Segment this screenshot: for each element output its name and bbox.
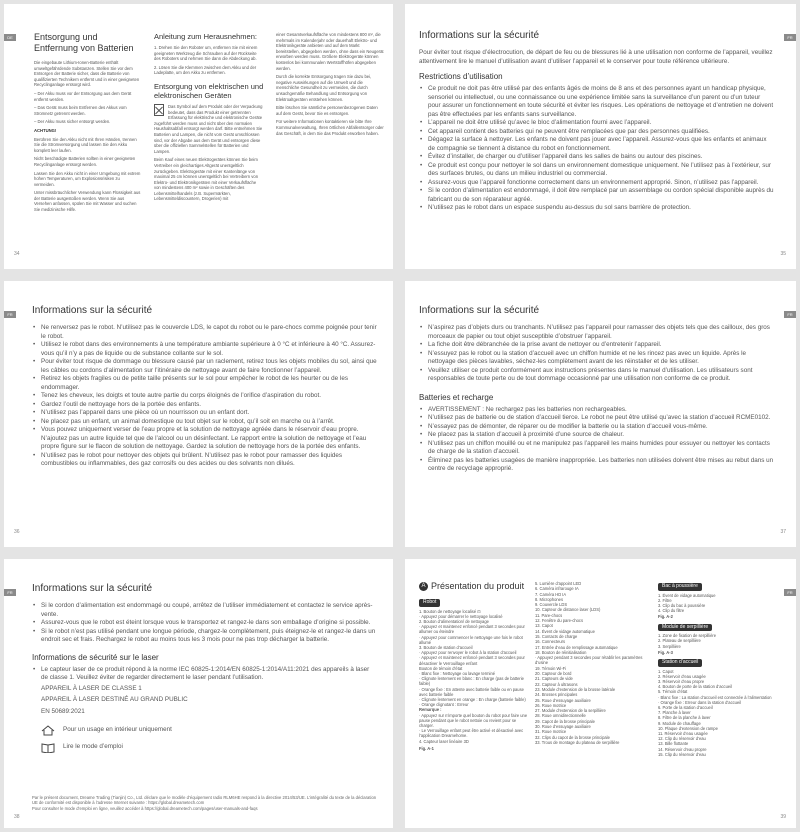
list-item: • Assurez-vous que le robot est éteint lorsque vous le transportez et rangez-le dans son emballage d’origine si possible. [32, 619, 377, 628]
page-title: Informations sur la sécurité [419, 305, 540, 316]
list-item: • N’utilisez pas le robot dans un espace suspendu au-dessus du sol sans barrière de protection. [419, 204, 774, 213]
robot-list-col-1: Robot 1. Bouton de nettoyage localisé ⊡ · Appuyez pour démarrer le nettoyage localisé 2. Bouton d’alimentation/ de nettoyage · Appuyez et maintenez enfoncé pendant 3 secondes pour allumer ou éteindre · Appuyez pour commencer le nettoyage une fois le robot allumé 3. Bouton de station d’accueil · Appuyez pour renvoyer le robot à la station d’accueil · Appuyez et maintenez enfoncé pendant 3 secondes pour désactiver le Verrouillage enfant Bouton de témoin d’état · Blanc fixe : Nettoyage ou lavage terminé · Clignote lentement en blanc : En charge (pas de batterie faible) · Orange fixe : En attente avec batterie faible ou en pause avec batterie faible · Clignote lentement en orange : En charge (batterie faible) · Orange clignotant : Erreur Remarque : · Appuyez sur n’importe quel bouton du robot pour faire une pause pendant que le robot nettoie ou revient pour se charger. · Le Verrouillage enfant peut être activé et désactivé avec l’application Dreamehome. 4. Capteur laser linéaire 3D Fig. A-1 [419, 599, 528, 751]
list-item: • N’utilisez pas le robot pour nettoyer des objets qui brûlent. N’utilisez pas le robot pour ramasser des liquides combustibles ou inflammables, des gaz corrosifs ou des acides ou des solvants non dilués. [32, 452, 377, 469]
bullet-list [419, 85, 774, 213]
section-heading: Restrictions d’utilisation [419, 72, 503, 82]
laser-standard: EN 50689:2021 [41, 707, 85, 715]
body-text: Die eingebaute Lithium-Ionen-Batterie enthält umweltgefährdende Substanzen. Stellen Sie vor dem Entsorgen der Batterie sicher, dass die Batterie von qualifizierten Technikern entfernt und in einer geeigneten Recyclinganlage entsorgt wird. – Der Akku muss vor der Entsorgung aus dem Gerät entfernt werden. – Das Gerät muss beim Entfernen des Akkus vom Stromnetz getrennt werden. – Der Akku muss sicher entsorgt werden. ACHTUNG! Berühren Sie den Akku nicht mit Ihren Händen, trennen Sie die Stromversorgung und lassen Sie den Akku komplett leer laufen. Nicht beschädigte Batterien sollten in einer geeigneten Recyclinganlage entsorgt werden. Lassen Sie den Akku nicht in einer Umgebung mit extrem hohen Temperaturen, um Explosionsrisiken zu vermeiden. Unter missbräuchlicher Verwendung kann Flüssigkeit aus der Batterie ausgestoßen werden. Wenn Sie aus Versehen anfassen, spülen Sie mit Wasser und suchen Sie medizinische Hilfe. [34, 60, 141, 213]
page-title: Informations sur la sécurité [32, 583, 153, 594]
list-item: • N’aspirez pas d’objets durs ou tranchants. N’utilisez pas l’appareil pour ramasser des objets tels que des cailloux, des gros morceaux de papier ou tout objet susceptible d’obstruer l’appareil. [419, 324, 774, 341]
section-heading: Anleitung zum Herausnehmen: [154, 32, 257, 41]
column-2: Anleitung zum Herausnehmen: 1. Drehen Sie den Roboter um, entfernen Sie mit einem geeigneten Werkzeug die Schrauben auf der Rückseite des Roboters und nehmen Sie dann die Abdeckung ab. 2. Lösen Sie die Klemmen zwischen dem Akku und der Ladeplatte, um den Akku zu entfernen. Entsorgung von elektrischen und elektronischen Geräten Das Symbol auf dem Produkt oder der Verpackung bedeutet, dass das Produkt einer getrennten Erfassung für elektrische und elektronische Geräte zugeführt werden muss und nicht über den normalen Haushaltsabfall entsorgt werden darf. Bitte entnehmen Sie Batterien und Lampen, die nicht vom Gerät umschlossen sind, vor der Abgabe aus dem Gerät und entsorgen diese über die offiziellen Sammelstellen für Batterien und Lampen. Beim Kauf eines neuen Elektrogerätes können Sie beim Vertreiber ein gleichartiges Altgerät unentgeltlich zurückgeben. Elektrogeräte mit einer Kantenlänge von maximal 25 cm können unentgeltlich bei Vertreibern von Elektro- und Elektronikgeräten mit einer Verkaufsfläche von mindestens 400 m² sowie in Geschäften des Lebensmittelhandels (z.B. Supermärkten, Lebensmitteldiscountern, Drogerien) mit [154, 32, 264, 202]
section-letter-badge: A [419, 582, 428, 591]
page-number: 34 [14, 251, 20, 257]
list-item: • Ne placez pas la station d’accueil à proximité d’une source de chaleur. [419, 431, 774, 440]
indoor-row [32, 725, 377, 736]
list-item: • La fiche doit être débranchée de la prise avant de nettoyer ou d’entretenir l’appareil. [419, 341, 774, 350]
column-1 [34, 32, 141, 216]
list-item: • Le capteur laser de ce produit répond à la norme IEC 60825-1:2014/EN 60825-1:2014/A11:2021 des appareils à laser de classe 1. Veuillez éviter de regarder directement le laser pendant l’utilisation. [32, 666, 377, 683]
list-item: • L’appareil ne doit être utilisé qu’avec le bloc d’alimentation fourni avec l’appareil. [419, 119, 774, 128]
crossed-bin-icon [154, 104, 164, 116]
house-icon [41, 725, 55, 736]
section-heading: Entsorgung von elektrischen und elektronischen Geräten [154, 81, 264, 100]
page-number: 38 [14, 814, 20, 820]
legal-notice: Par le présent document, Dreame Trading (Tianjin) Co., Ltd. déclare que le modèle d’équipement radio RLM6HE respond à la directive 2014/53/UE. L’intégralité du texte de la déclaration UE de conformité est disponible à l’adresse Internet suivante : https://global.dreametech.com Pour consulter le mode d’emploi en ligne, veuillez accéder à https://global.dreametech.com/pages/user-manuals-and-faqs [32, 795, 377, 811]
dust-bin-label: Bac à poussière [658, 583, 702, 591]
list-item: • Retirez les objets fragiles ou de petite taille présents sur le sol pour empêcher le robot de les heurter ou de les endommager. [32, 375, 377, 392]
page-title: Informations sur la sécurité [419, 30, 540, 41]
intro-text: Pour éviter tout risque d’électrocution, de départ de feu ou de blessures lié à une utilisation non conforme de l’appareil, veuillez attentivement lire le manuel d’utilisation avant d’utiliser l’appareil et le conserver pour toute référence ultérieure. [419, 49, 773, 65]
manual-book-icon [41, 742, 55, 753]
manual-page-39 [405, 559, 796, 828]
list-item: • N’utilisez pas de batterie ou de station d’accueil tierce. Le robot ne peut être utilisé qu’avec la station d’accueil RCME0102. [419, 414, 774, 423]
language-tab: FR [784, 311, 796, 318]
list-item: • N’utilisez pas un chiffon mouillé ou et ne manipulez pas l’appareil les mains humides pour essuyer ou nettoyer les contacts de charge de la station d’accueil. [419, 440, 774, 457]
bullet-list [419, 406, 774, 474]
bullet-list [32, 602, 377, 645]
list-item: • Utilisez le robot dans des environnements à une température ambiante supérieure à 0 °C et inférieure à 40 °C. Assurez-vous qu’il n’y a pas de liquide ou de substance collante sur le sol. [32, 341, 377, 358]
list-item: • Si le cordon d’alimentation est endommagé, il doit être remplacé par un assemblage ou cordon spécial disponible auprès du fabricant ou de son réparateur agréé. [419, 187, 774, 204]
list-item: • Assurez-vous que l’appareil fonctionne correctement dans un environnement approprié. Sinon, n’utilisez pas l’appareil. [419, 179, 774, 188]
page-number: 37 [780, 529, 786, 535]
page-title: Informations sur la sécurité [32, 305, 153, 316]
robot-list-col-2: 5. Lumière d’appoint LED 6. Caméra infrarouge IA 7. Caméra HD IA 8. Microphones 9. Couvercle LDS 10. Capteur de distance laser (LDS) 11. Pare-chocs 12. Fenêtre du pare-chocs 13. Capot 14. Évent de vidage automatique 15. Contacts de charge 16. Connecteurs 17. Entrée d’eau de remplissage automatique 18. Bouton de réinitialisation · Appuyez pendant 3 secondes pour rétablir les paramètres d’usine 19. Témoin Wi-Fi 20. Capteur de bord 21. Capteurs de vide 22. Capteur à ultrasons 23. Module d’extension de la brosse latérale 24. Brosses principales 25. Roue d’essuyage auxiliaire 26. Roue motrice 27. Module d’extension de la serpillière 28. Roue omnidirectionnelle 29. Capot de la brosse principale 30. Roue d’essuyage auxiliaire 31. Roue motrice 32. Clips du capot de la brosse principale 33. Trous de montage du plateau de serpillière [535, 581, 643, 745]
list-item: • AVERTISSEMENT : Ne rechargez pas les batteries non rechargeables. [419, 406, 774, 415]
laser-class-1: APPAREIL À LASER DE CLASSE 1 [41, 684, 142, 692]
list-item: • N’essuyez pas le robot ou la station d’accueil avec un chiffon humide et ne les rincez pas avec un liquide. Après le nettoyage des pièces lavables, séchez-les complètement avant de les réinstaller et de les utiliser. [419, 350, 774, 367]
column-3: einer Gesamtverkaufsfläche von mindestens 800 m², die mehrmals im Kalenderjahr oder dauerhaft Elektro- und Elektronikgeräte anbieten und auf dem Markt bereitstellen, abgegeben werden, ohne dass ein Neugerät erworben werden muss. Größere Elektrogeräte können kostenlos bei kommunalen Wertstoffhöfen abgegeben werden. Durch die korrekte Entsorgung tragen Sie dazu bei, negative Auswirkungen auf die Umwelt und die menschliche Gesundheit zu vermeiden, die durch unsachgemäße Behandlung und Entsorgung von Elektroaltgeräten entstehen können. Bitte löschen Sie sämtliche personenbezogenen Daten auf dem Gerät, bevor Sie es entsorgen. Für weitere Informationen kontaktieren sie bitte Ihre Kommunalverwaltung, Ihren örtlichen Abfallentsorger oder das Geschäft, in dem Sie das Produkt erworben haben. [276, 32, 384, 136]
list-item: • Vous pouvez uniquement verser de l’eau propre et la solution de nettoyage agréée dans le réservoir d’eau propre. N’ajoutez pas un autre liquide tel que de l’alcool ou un désinfectant. Le rapport entre la solution de nettoyage et l’eau propre figure sur le flacon de solution de nettoyage. Gardez la solution de nettoyage hors de la portée des enfants. [32, 426, 377, 452]
laser-class-consumer: APPAREIL À LASER DESTINÉ AU GRAND PUBLIC [41, 696, 188, 704]
section-heading: Informations de sécurité sur le laser [32, 652, 159, 662]
list-item: • Éliminez pas les batteries usagées de manière inappropriée. Les batteries non utilisées doivent être mises au rebut dans un centre de recyclage approprié. [419, 457, 774, 474]
list-item: • Si le cordon d’alimentation est endommagé ou coupé, arrêtez de l’utiliser immédiatement et contactez le service après-vente. [32, 602, 377, 619]
list-item: • Dégagez la surface à nettoyer. Les enfants ne doivent pas jouer avec l’appareil. Assurez-vous que les enfants et animaux de compagnie se tiennent à distance du robot en fonctionnement. [419, 136, 774, 153]
page-number: 35 [780, 251, 786, 257]
bullet-list [32, 666, 377, 683]
robot-label: Robot [419, 599, 440, 607]
manual-page-38 [4, 559, 393, 828]
manual-page-35 [405, 4, 796, 269]
list-item: • Pour éviter tout risque de dommage ou blessure causé par un raclement, retirez tous les objets mobiles du sol, ainsi que les câbles ou cordons d’alimentation sur l’itinéraire de nettoyage avant de faire fonctionner l’appareil. [32, 358, 377, 375]
indoor-text: Pour un usage en intérieur uniquement [63, 726, 172, 734]
bullet-list [32, 324, 377, 469]
manual-page-34 [4, 4, 393, 269]
list-item: • N’essayez pas de démonter, de réparer ou de modifier la batterie ou la station d’accueil vous-même. [419, 423, 774, 432]
list-item: • Ne placez pas un enfant, un animal domestique ou tout objet sur le robot, qu’il soit en marche ou à l’arrêt. [32, 418, 377, 427]
base-station-label: Station d’accueil [658, 659, 702, 667]
list-item: • Ne renversez pas le robot. N’utilisez pas le couvercle LDS, le capot du robot ou le pare-chocs comme poignée pour tenir le robot. [32, 324, 377, 341]
list-item: • Cet appareil contient des batteries qui ne peuvent être remplacées que par des personnes qualifiées. [419, 128, 774, 137]
language-tab: FR [4, 311, 16, 318]
list-item: • Tenez les cheveux, les doigts et toute autre partie du corps éloignés de l’orifice d’aspiration du robot. [32, 392, 377, 401]
list-item: • Ce produit est conçu pour nettoyer le sol dans un environnement domestique uniquement. Ne l’utilisez pas à l’extérieur, sur des surfaces brutes, ou dans un milieu industriel ou commercial. [419, 162, 774, 179]
list-item: • Si le robot n’est pas utilisé pendant une longue période, chargez-le complètement, puis éteignez-le et rangez-le dans un endroit sec et frais. Rechargez le robot au moins tous les 3 mois pour ne pas trop décharger la batterie. [32, 628, 377, 645]
page-number: 36 [14, 529, 20, 535]
manual-page-36 [4, 281, 393, 547]
page-title: Entsorgung und Entfernung von Batterien [34, 32, 134, 53]
read-manual-row [32, 742, 377, 753]
page-number: 39 [780, 814, 786, 820]
list-item: • Ce produit ne doit pas être utilisé par des enfants âgés de moins de 8 ans et des personnes ayant un handicap physique, sensoriel ou intellectuel, ou une connaissance ou une expérience limitée sans la surveillance d’un parent ou d’un tuteur pour assurer un fonctionnement en toute sécurité et éviter les risques. Les opérations de nettoyage et d’entretien ne doivent pas être effectuées par les enfants sans surveillance. [419, 85, 774, 119]
bullet-list [419, 324, 774, 384]
language-tab: FR [784, 34, 796, 41]
list-item: • Veuillez utiliser ce produit conformément aux instructions présentes dans le manuel d’utilisation. Les utilisateurs sont responsables de toute perte ou de tout dommage occasionné par une utilisation non conforme de ce produit. [419, 367, 774, 384]
section-heading: Batteries et recharge [419, 392, 494, 402]
components-col-3: Bac à poussière 1. Évent de vidage automatique 2. Filtre 3. Clip du bac à poussière 4. Clip du filtre Fig. A-2 Module de serpillière 1. Zone de fixation de serpillière 2. Plateau de serpillière 3. Serpillière Fig. A-3 Station d’accueil 1. Capot 2. Réservoir d’eau usagée 3. Réservoir d’eau propre 4. Bouton de porte de la station d’accueil 5. Témoin d’état · Blanc fixe : La station d’accueil est connectée à l’alimentation · Orange fixe : Erreur dans la station d’accueil 6. Porte de la station d’accueil 7. Planche à laver 8. Filtre de la planche à laver 9. Module de chauffage 10. Plaque d’extension de rampe 11. Réservoir d’eau usagée 12. Clip du réservoir d’eau 13. Bille flottante 14. Réservoir d’eau propre 15. Clip du réservoir d’eau [658, 583, 772, 757]
language-tab: FR [4, 589, 16, 596]
list-item: • Évitez d’installer, de charger ou d’utiliser l’appareil dans les salles de bains ou autour des piscines. [419, 153, 774, 162]
list-item: • Gardez l’outil de nettoyage hors de la portée des enfants. [32, 401, 377, 410]
language-tab: DE [4, 34, 16, 41]
language-tab: FR [784, 589, 796, 596]
mop-module-label: Module de serpillière [658, 624, 712, 632]
page-title: A Présentation du produit [419, 581, 524, 591]
read-manual-text: Lire le mode d’emploi [63, 743, 123, 751]
list-item: • N’utilisez pas l’appareil dans une pièce où un nourrisson ou un enfant dort. [32, 409, 377, 418]
manual-page-37 [405, 281, 796, 547]
